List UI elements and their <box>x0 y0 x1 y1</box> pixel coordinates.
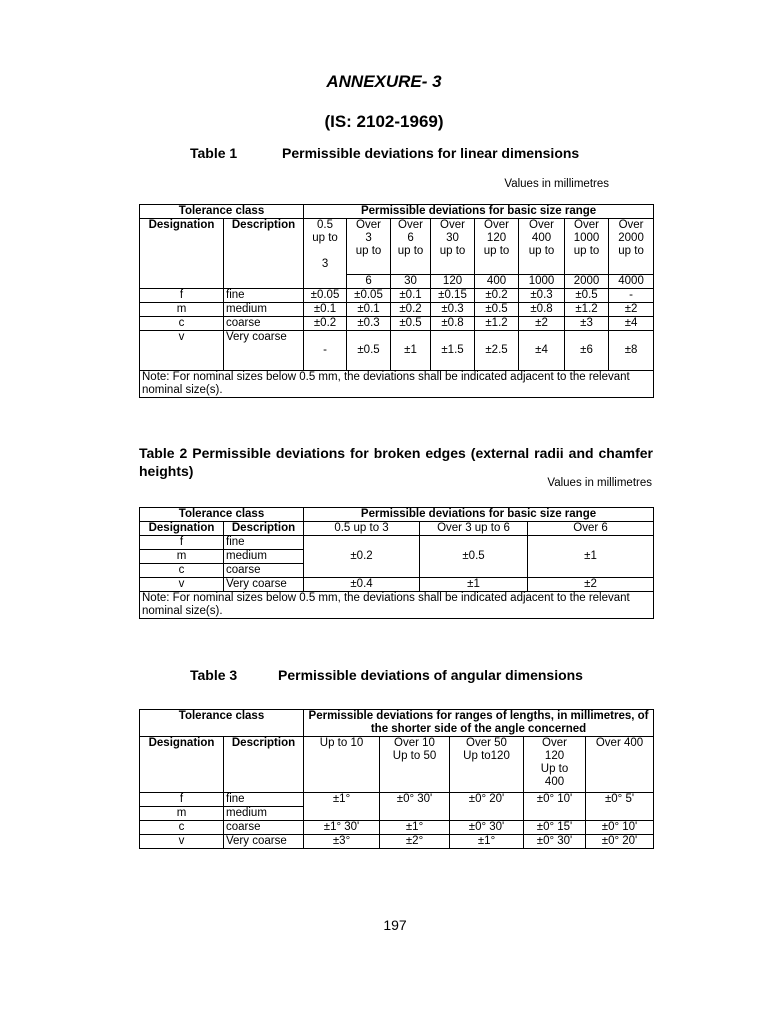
standard-heading: (IS: 2102-1969) <box>324 112 444 131</box>
t1-col-upper: 120 <box>431 275 475 289</box>
t1-cell: ±0.3 <box>519 289 565 303</box>
t1-cell: ±6 <box>565 331 609 371</box>
t2-cell: ±2 <box>528 578 654 592</box>
t3-designation: m <box>140 807 224 821</box>
annexure-heading: ANNEXURE- 3 <box>326 72 442 91</box>
t3-cell: ±1° 30' <box>304 821 380 835</box>
t1-cell: ±0.5 <box>565 289 609 303</box>
t3-description: Very coarse <box>224 835 304 849</box>
t1-cell: ±1.2 <box>565 303 609 317</box>
t1-cell: ±0.05 <box>304 289 347 303</box>
t3-col-header: Over 400 <box>586 737 654 793</box>
t1-cell: ±0.3 <box>431 303 475 317</box>
t1-cell: ±3 <box>565 317 609 331</box>
t1-cell: ±0.8 <box>519 303 565 317</box>
t1-cell: ±1.2 <box>475 317 519 331</box>
t1-col-header: Over 400 up to <box>519 219 565 275</box>
t3-description: medium <box>224 807 304 821</box>
t1-cell: ±0.8 <box>431 317 475 331</box>
t1-cell: ±4 <box>609 317 654 331</box>
t1-designation-header: Designation <box>140 219 224 289</box>
t2-range-header: Permissible deviations for basic size range <box>304 508 654 522</box>
t2-cell: ±1 <box>420 578 528 592</box>
t3-col-header: Over 10 Up to 50 <box>380 737 450 793</box>
t2-col-header: Over 3 up to 6 <box>420 522 528 536</box>
t2-cell: ±0.2 <box>304 536 420 578</box>
t1-cell: ±1.5 <box>431 331 475 371</box>
t1-col-header: Over 1000 up to <box>565 219 609 275</box>
t1-cell: ±0.5 <box>347 331 391 371</box>
t1-cell: ±0.1 <box>391 289 431 303</box>
t1-col-upper: 6 <box>347 275 391 289</box>
t2-description: Very coarse <box>224 578 304 592</box>
t1-description: medium <box>224 303 304 317</box>
page-number: 197 <box>383 917 407 933</box>
t1-designation: v <box>140 331 224 371</box>
t1-cell: ±0.1 <box>304 303 347 317</box>
t1-col-header: Over 6 up to <box>391 219 431 275</box>
t2-description-header: Description <box>224 522 304 536</box>
table2 <box>139 507 654 619</box>
t2-cell: ±1 <box>528 536 654 578</box>
t1-cell: ±2 <box>609 303 654 317</box>
t1-description: fine <box>224 289 304 303</box>
t1-designation: c <box>140 317 224 331</box>
t1-description: Very coarse <box>224 331 304 371</box>
t2-designation-header: Designation <box>140 522 224 536</box>
t3-cell: ±0° 30' <box>380 793 450 821</box>
t3-cell: ±0° 10' <box>524 793 586 821</box>
t2-description: fine <box>224 536 304 550</box>
t2-designation: f <box>140 536 224 550</box>
t3-cell: ±0° 10' <box>586 821 654 835</box>
table2-title: Table 2 Permissible deviations for broken edges (external radii and chamfer heights) <box>139 445 653 479</box>
t2-cell: ±0.4 <box>304 578 420 592</box>
table2-units: Values in millimetres <box>547 477 652 489</box>
table3 <box>139 709 654 849</box>
table3-label: Table 3 <box>190 667 238 683</box>
t1-col-header: Over 30 up to <box>431 219 475 275</box>
t2-designation: m <box>140 550 224 564</box>
t1-cell: ±0.15 <box>431 289 475 303</box>
t3-cell: ±2° <box>380 835 450 849</box>
t3-cell: ±0° 15' <box>524 821 586 835</box>
t1-description: coarse <box>224 317 304 331</box>
table3-title: Permissible deviations of angular dimensions <box>278 667 583 683</box>
t3-description: coarse <box>224 821 304 835</box>
t1-cell: - <box>609 289 654 303</box>
t1-cell: ±2 <box>519 317 565 331</box>
t1-col-header: Over 2000 up to <box>609 219 654 275</box>
t3-col-header: Over 120 Up to 400 <box>524 737 586 793</box>
t3-designation: f <box>140 793 224 807</box>
t1-cell: ±0.05 <box>347 289 391 303</box>
t2-description: coarse <box>224 564 304 578</box>
t1-description-header: Description <box>224 219 304 289</box>
t1-cell: ±8 <box>609 331 654 371</box>
t1-cell: ±0.2 <box>304 317 347 331</box>
t1-col-upper: 1000 <box>519 275 565 289</box>
t1-col-upper: 400 <box>475 275 519 289</box>
t1-cell: ±4 <box>519 331 565 371</box>
t3-designation: v <box>140 835 224 849</box>
t1-col-upper: 4000 <box>609 275 654 289</box>
t1-cell: - <box>304 331 347 371</box>
t1-cell: ±0.2 <box>475 289 519 303</box>
t2-col-header: Over 6 <box>528 522 654 536</box>
t1-tolerance-class-header: Tolerance class <box>140 205 304 219</box>
t1-col-header: Over 120 up to <box>475 219 519 275</box>
t1-cell: ±0.3 <box>347 317 391 331</box>
t3-tolerance-class-header: Tolerance class <box>140 710 304 737</box>
t3-cell: ±1° <box>380 821 450 835</box>
t2-note: Note: For nominal sizes below 0.5 mm, the deviations shall be indicated adjacent to the relevant nominal size(s). <box>140 592 654 619</box>
t3-cell: ±3° <box>304 835 380 849</box>
table1 <box>139 204 654 398</box>
t1-col-upper: 2000 <box>565 275 609 289</box>
table1-units: Values in millimetres <box>504 178 609 190</box>
t3-cell: ±0° 5' <box>586 793 654 821</box>
t1-range-header: Permissible deviations for basic size range <box>304 205 654 219</box>
t3-designation: c <box>140 821 224 835</box>
t3-col-header: Up to 10 <box>304 737 380 793</box>
t3-cell: ±0° 30' <box>450 821 524 835</box>
t1-note: Note: For nominal sizes below 0.5 mm, the deviations shall be indicated adjacent to the relevant nominal size(s). <box>140 371 654 398</box>
t2-tolerance-class-header: Tolerance class <box>140 508 304 522</box>
t2-description: medium <box>224 550 304 564</box>
t3-description-header: Description <box>224 737 304 793</box>
t1-cell: ±0.5 <box>475 303 519 317</box>
t3-cell: ±0° 30' <box>524 835 586 849</box>
t1-col-header: Over 3 up to <box>347 219 391 275</box>
t2-col-header: 0.5 up to 3 <box>304 522 420 536</box>
t3-description: fine <box>224 793 304 807</box>
t3-cell: ±0° 20' <box>586 835 654 849</box>
t1-designation: m <box>140 303 224 317</box>
t3-range-header: Permissible deviations for ranges of lengths, in millimetres, of the shorter side of the angle concerned <box>304 710 654 737</box>
t1-cell: ±0.1 <box>347 303 391 317</box>
t3-cell: ±1° <box>450 835 524 849</box>
t1-cell: ±2.5 <box>475 331 519 371</box>
t2-designation: c <box>140 564 224 578</box>
t3-col-header: Over 50 Up to120 <box>450 737 524 793</box>
t3-cell: ±1° <box>304 793 380 821</box>
table1-label: Table 1 <box>190 145 238 161</box>
t3-cell: ±0° 20' <box>450 793 524 821</box>
t1-cell: ±0.2 <box>391 303 431 317</box>
t1-cell: ±1 <box>391 331 431 371</box>
t1-cell: ±0.5 <box>391 317 431 331</box>
t3-designation-header: Designation <box>140 737 224 793</box>
t1-col-header: 0.5 up to 3 <box>304 219 347 289</box>
t2-designation: v <box>140 578 224 592</box>
t2-cell: ±0.5 <box>420 536 528 578</box>
table1-title: Permissible deviations for linear dimensions <box>282 145 580 161</box>
t1-designation: f <box>140 289 224 303</box>
t1-col-upper: 30 <box>391 275 431 289</box>
